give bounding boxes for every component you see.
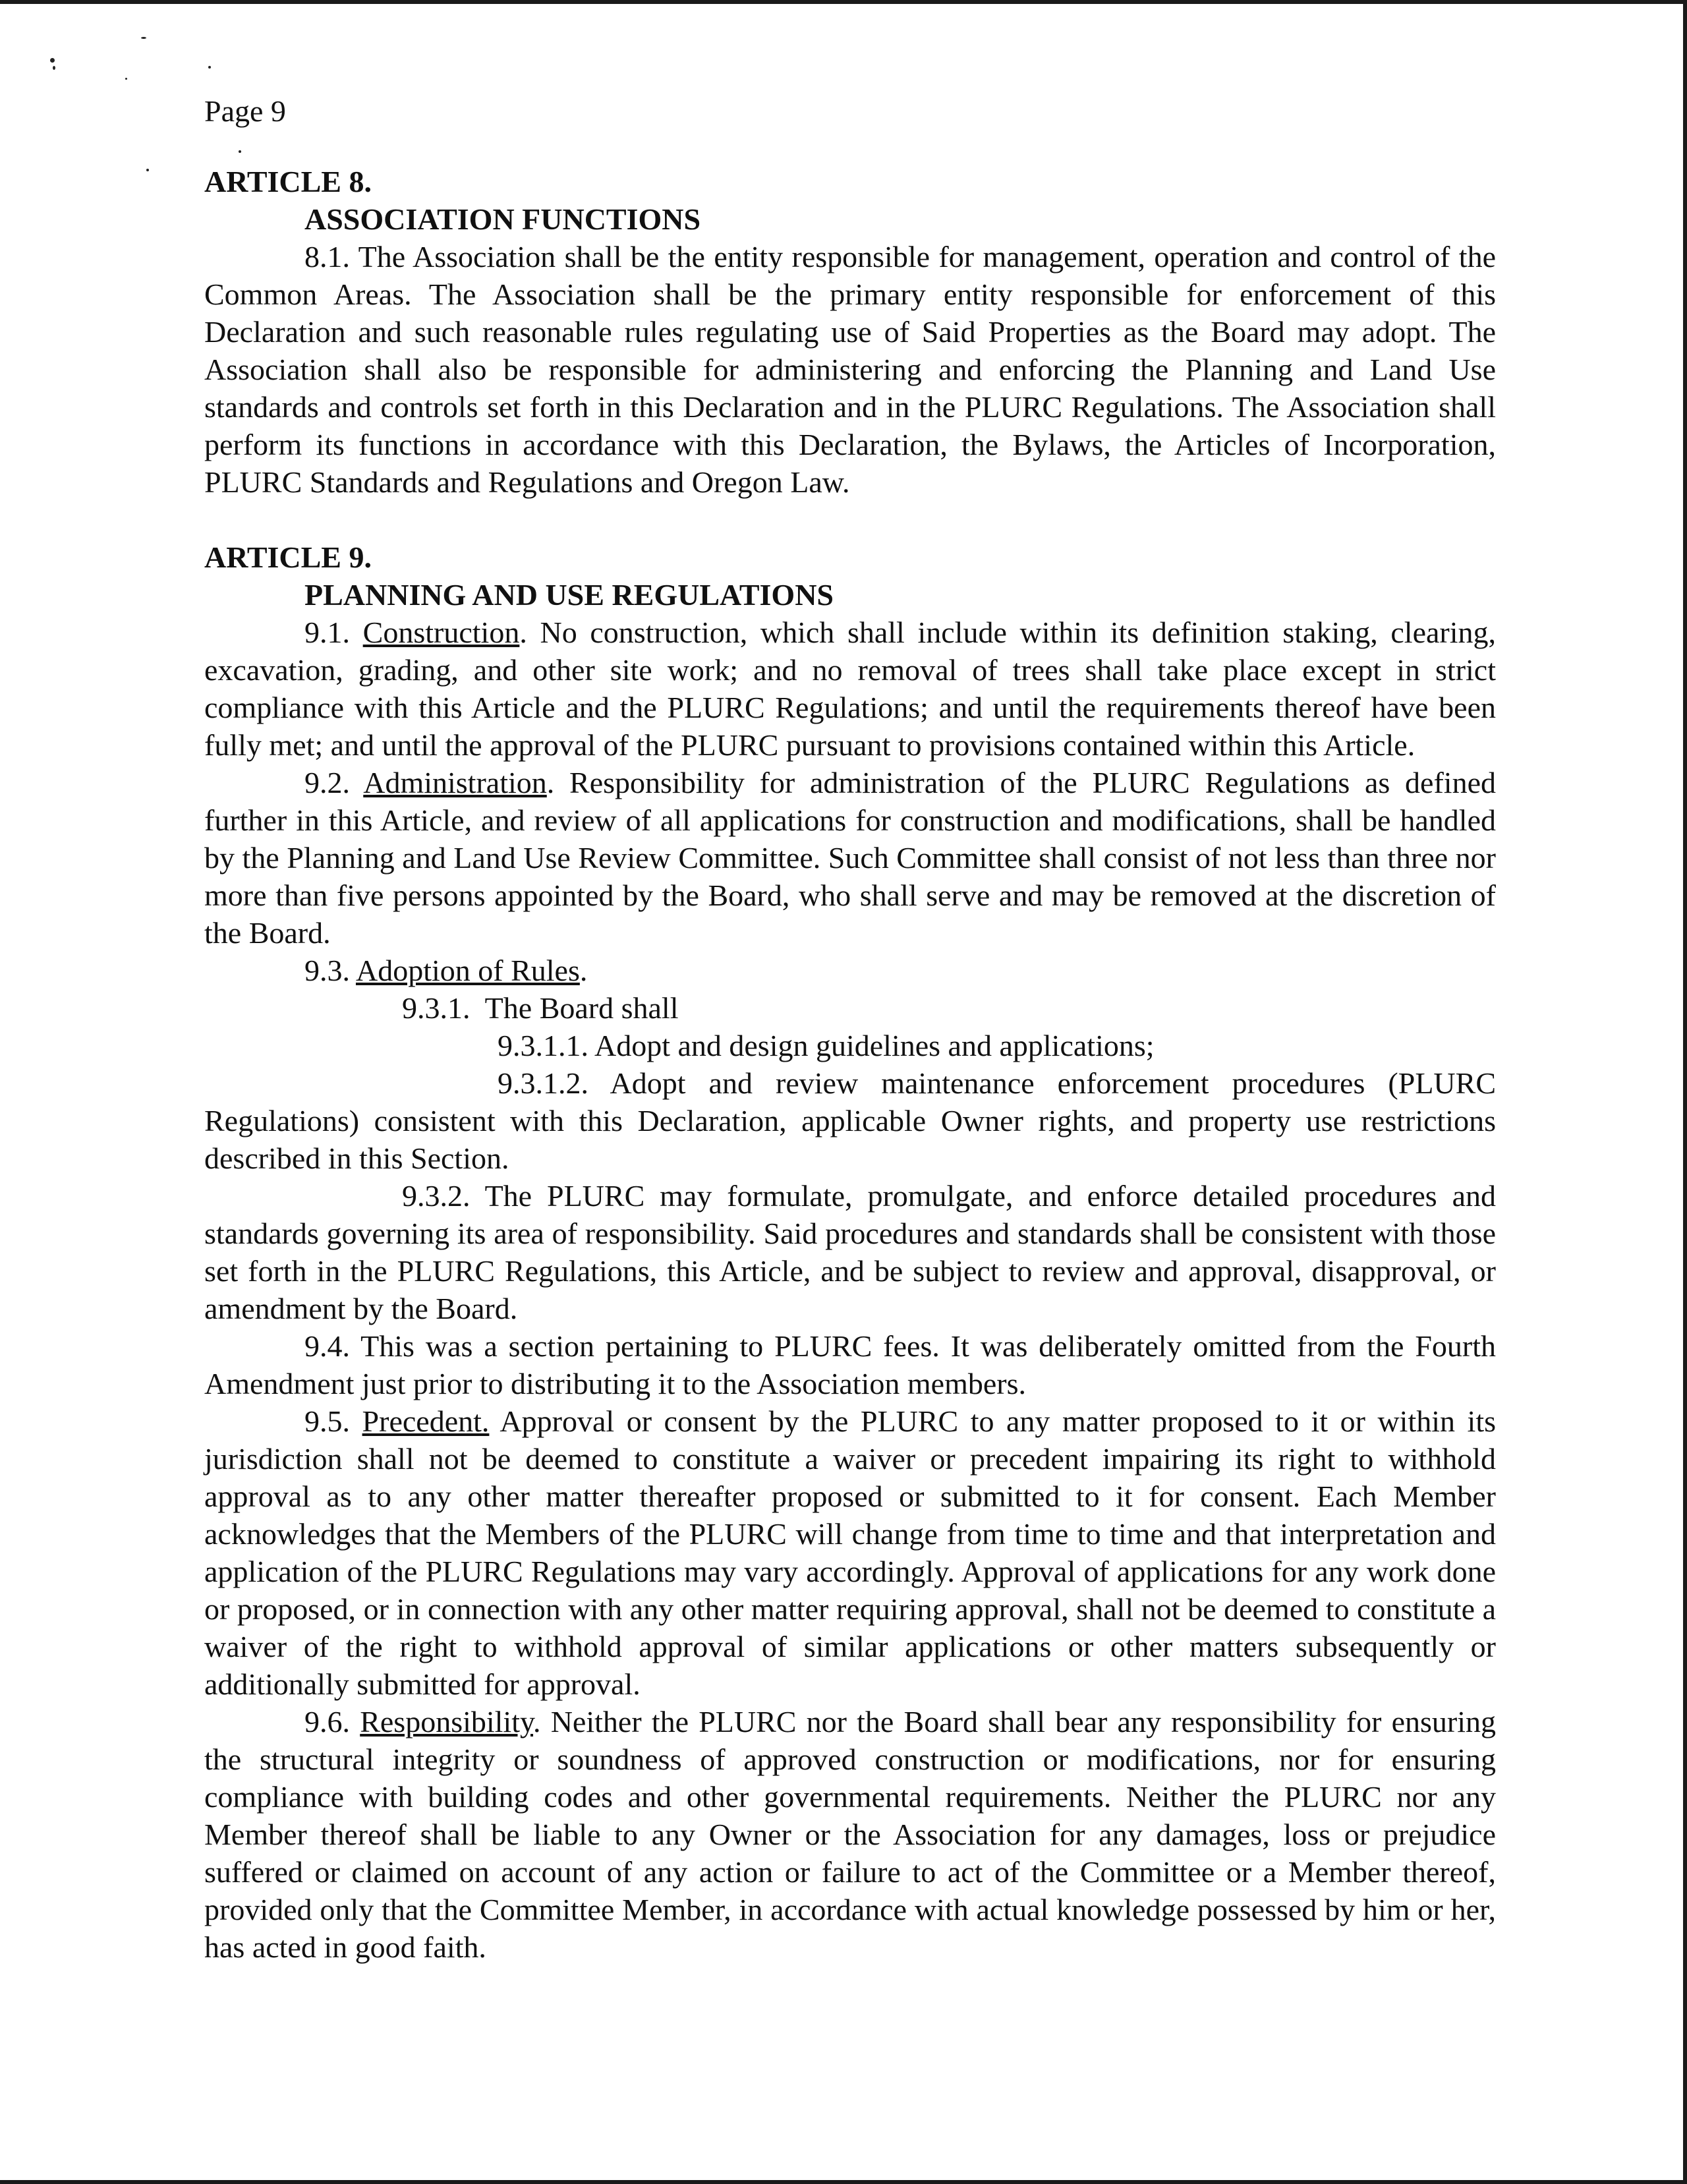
section-text: The Association shall be the entity responsible for management, operation and control of the Common Areas. The Association shall be the primary entity responsible for enforcement of this Declaration and such reasonable rules regulating use of Said Properties as the Board may adopt. The Association shall also be responsible for administering and enforcing the Planning and Land Use standards and controls set forth in this Declaration and in the PLURC Regulations. The Association shall perform its functions in accordance with this Declaration, the Bylaws, the Articles of Incorporation, PLURC Standards and Regulations and Oregon Law. [204,240,1497,499]
section-caption: Adoption of Rules [355,954,580,987]
section-9-2 [204,764,1496,952]
scan-edge-right [1683,0,1687,2184]
section-number: 9.3.1. [402,991,471,1025]
scan-speck [50,58,55,63]
section-text: This was a section pertaining to PLURC fees. It was deliberately omitted from the Fourth Amendment just prior to distributing it to the Association members. [204,1329,1497,1400]
section-text: The PLURC may formulate, promulgate, and enforce detailed procedures and standards governing its area of responsibility. Said procedures and standards shall be consistent with those set forth in the PLURC Regulations, this Article, and be subject to review and approval, disapproval, or amendment by the Board. [204,1179,1497,1325]
section-text: . Neither the PLURC nor the Board shall bear any responsibility for ensuring the structural integrity or soundness of approved construction or modifications, nor for ensuring compliance with building codes and other governmental requirements. Neither the PLURC nor any Member thereof shall be liable to any Owner or the Association for any damages, loss or prejudice suffered or claimed on account of any action or failure to act of the Committee or a Member thereof, provided only that the Committee Member, in accordance with actual knowledge possessed by him or her, has acted in good faith. [204,1705,1496,1964]
page-number: Page 9 [204,94,286,128]
section-caption: Precedent. [362,1404,490,1438]
section-text: Approval or consent by the PLURC to any matter proposed to it or within its jurisdiction shall not be deemed to constitute a waiver or precedent impairing its right to withhold approval as to any other matter thereafter proposed or submitted to it for consent. Each Member acknowledges that the Members of the PLURC will change from time to time and that interpretation and application of the PLURC Regulations may vary accordingly. Approval of applications for any work done or proposed, or in connection with any other matter requiring approval, shall not be deemed to constitute a waiver of the right to withhold approval of similar applications or other matters subsequently or additionally submitted for approval. [204,1404,1497,1701]
section-number: 9.3.1.1. [498,1029,588,1062]
section-number: 9.4. [304,1329,350,1363]
article-9-title: PLANNING AND USE REGULATIONS [304,578,834,612]
section-9-3-1 [204,989,1496,1027]
section-9-1 [204,614,1496,764]
section-9-5 [204,1402,1496,1703]
scan-speck [53,66,55,70]
section-caption: Responsibility [360,1705,534,1739]
section-number: 9.3.1.2. [498,1066,588,1100]
section-9-6 [204,1703,1496,1966]
article-8-heading: ARTICLE 8. [204,165,372,198]
section-caption: Construction [362,616,520,649]
section-number: 9.3. [304,954,350,987]
section-text: . Responsibility for administration of the PLURC Regulations as defined further in this Article, and review of all applications for construction and modifications, shall be handled by the Planning and Land Use Review Committee. Such Committee shall consist of not less than three nor more than five persons appointed by the Board, who shall serve and may be removed at the discretion of the Board. [204,766,1496,950]
scan-speck [208,66,211,69]
scan-speck [146,169,149,171]
section-caption: Administration [363,766,547,799]
section-9-3 [204,952,1496,989]
section-text: . No construction, which shall include within its definition staking, clearing, excavation, grading, and other site work; and no removal of trees shall take place except in strict compliance with this Article and the PLURC Regulations; and until the requirements thereof have been fully met; and until the approval of the PLURC pursuant to provisions contained within this Article. [204,616,1496,762]
section-number: 9.5. [304,1404,350,1438]
section-9-3-1-2 [204,1064,1496,1177]
section-9-3-2 [204,1177,1496,1327]
section-gap [204,501,1496,538]
section-number: 9.2. [304,766,350,799]
section-text: Adopt and review maintenance enforcement procedures (PLURC Regulations) consistent with this Declaration, applicable Owner rights, and property use restrictions described in this Section. [204,1066,1497,1175]
section-text: Adopt and design guidelines and applications; [594,1029,1155,1062]
section-number: 9.1. [304,616,350,649]
scan-edge-top [0,0,1687,4]
section-9-3-1-1 [204,1027,1496,1064]
section-number: 8.1. [304,240,350,273]
section-number: 9.3.2. [402,1179,471,1213]
scan-speck [125,78,127,80]
section-number: 9.6. [304,1705,350,1739]
document-body [204,92,1496,1966]
scan-speck [141,37,146,39]
section-9-4 [204,1327,1496,1402]
article-8-title: ASSOCIATION FUNCTIONS [304,202,701,236]
section-text: . [579,954,588,987]
scan-edge-bottom [0,2180,1687,2184]
article-9-heading: ARTICLE 9. [204,540,372,574]
section-text: The Board shall [484,991,679,1025]
section-8-1 [204,238,1496,501]
